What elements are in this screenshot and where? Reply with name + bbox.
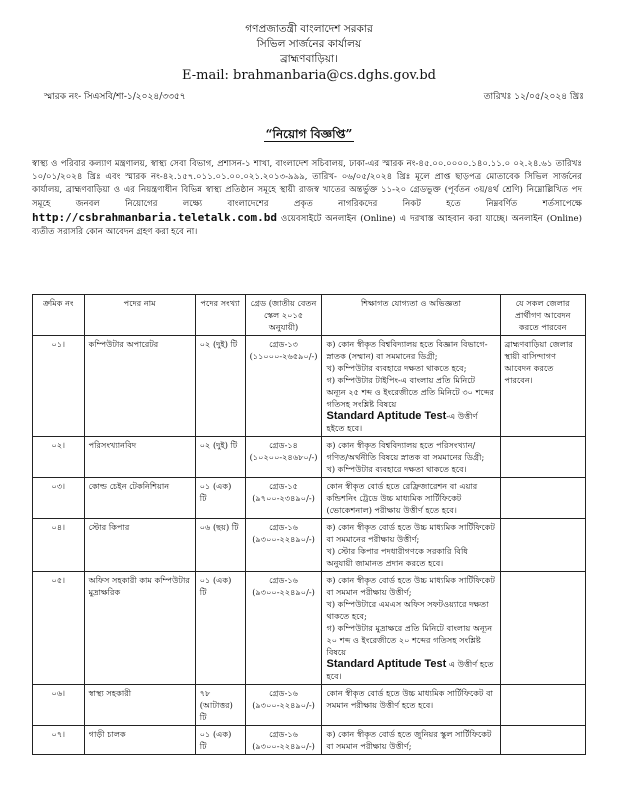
cell-post: স্বাস্থ্য সহকারী bbox=[84, 685, 195, 726]
aptitude-test-name: Standard Aptitude Test bbox=[326, 658, 447, 670]
posts-table bbox=[32, 294, 586, 755]
col-serial: ক্রমিক নং bbox=[33, 295, 85, 336]
table-header-row bbox=[33, 295, 586, 336]
cell-count: ০৬ (ছয়) টি bbox=[195, 519, 245, 572]
col-grade: গ্রেড (জাতীয় বেতন স্কেল ২০১৫ অনুযায়ী) bbox=[245, 295, 322, 336]
aptitude-suffix: এ উত্তীর্ণ হতে হবে। bbox=[326, 659, 494, 681]
col-district: যে সকল জেলার প্রার্থীগণ আবেদন করতে পারবেন bbox=[500, 295, 585, 336]
cell-district: ব্রাহ্মণবাড়িয়া জেলার স্থায়ী বাসিন্দাগণ আবেদন করতে পারবেন। bbox=[500, 336, 585, 437]
cell-count: ০১ (এক) টি bbox=[195, 478, 245, 519]
col-count: পদের সংখ্যা bbox=[195, 295, 245, 336]
cell-serial: ০৭। bbox=[33, 726, 85, 755]
cell-qualification bbox=[322, 519, 500, 572]
office-location: ব্রাহ্মণবাড়িয়া। bbox=[280, 53, 338, 65]
cell-count: ৭৮ (আটাত্তর) টি bbox=[195, 685, 245, 726]
qualification-line: ক) কোন স্বীকৃত বোর্ড হতে উচ্চ মাধ্যমিক সার্টিফিকেট বা সমমান পরীক্ষায় উত্তীর্ণ; bbox=[326, 575, 495, 597]
cell-serial: ০৪। bbox=[33, 519, 85, 572]
cell-serial: ০৬। bbox=[33, 685, 85, 726]
qualification-line: গ) কম্পিউটার টাইপিং-এ বাংলায় প্রতি মিনিটে অন্যূন ২৫ শব্দ ও ইংরেজীতে প্রতি মিনিটে ৩০ শব্দের গতিসহ সংশ্লিষ্ট বিষয়ে bbox=[326, 375, 494, 409]
cell-district bbox=[500, 685, 585, 726]
cell-district bbox=[500, 478, 585, 519]
cell-qualification bbox=[322, 336, 500, 437]
intro-paragraph bbox=[32, 158, 582, 239]
cell-grade: গ্রেড-১৪ (১০২০০-২৪৬৮০/-) bbox=[245, 437, 322, 478]
table-row bbox=[33, 336, 586, 437]
letterhead bbox=[0, 0, 618, 67]
table-row bbox=[33, 726, 586, 755]
cell-district bbox=[500, 519, 585, 572]
office-name: সিভিল সার্জনের কার্যালয় bbox=[256, 38, 362, 50]
memo-number: স্মারক নং- সিএসবি/শা-১/২০২৪/৩৩৫৭ bbox=[44, 92, 186, 102]
aptitude-line bbox=[326, 410, 495, 434]
qualification-line: ক) কোন স্বীকৃত বোর্ড হতে জুনিয়র স্কুল সার্টিফিকেট বা সমমান পরীক্ষায় উত্তীর্ণ; bbox=[326, 729, 492, 751]
notice-title-text: “নিয়োগ বিজ্ঞপ্তি” bbox=[265, 127, 353, 141]
qualification-line: গ) কম্পিউটার মুদ্রাক্ষরে প্রতি মিনিটে বাংলায় অন্যূন ২০ শব্দ ও ইংরেজীতে ২০ শব্দের গতিসহ সংশ্লিষ্ট বিষয়ে bbox=[326, 623, 493, 657]
cell-grade: গ্রেড-১৬ (৯৩০০-২২৪৯০/-) bbox=[245, 726, 322, 755]
cell-district bbox=[500, 572, 585, 685]
table-row bbox=[33, 685, 586, 726]
cell-qualification bbox=[322, 478, 500, 519]
table-row bbox=[33, 478, 586, 519]
cell-count: ০১ (এক) টি bbox=[195, 726, 245, 755]
cell-grade: গ্রেড-১৬ (৯৩০০-২২৪৯০/-) bbox=[245, 572, 322, 685]
qualification-line: খ) স্টোর কিপার পদধারীগণকে সরকারি বিধি অনুযায়ী জামানত প্রদান করতে হবে। bbox=[326, 546, 468, 568]
qualification-line: ক) কোন স্বীকৃত বিশ্ববিদ্যালয় হতে বিজ্ঞান বিভাগে-স্নাতক (সম্মান) বা সমমানের ডিগ্রী; bbox=[326, 339, 488, 361]
table-row bbox=[33, 519, 586, 572]
cell-grade: গ্রেড-১৩ (১১০০০-২৬৫৯০/-) bbox=[245, 336, 322, 437]
aptitude-line bbox=[326, 658, 495, 682]
qualification-line: খ) কম্পিউটার ব্যবহারে দক্ষতা থাকতে হবে; bbox=[326, 363, 467, 373]
cell-serial: ০২। bbox=[33, 437, 85, 478]
application-url-link[interactable]: http://csbrahmanbaria.teletalk.com.bd bbox=[32, 210, 278, 224]
intro-text-2: ওয়েবসাইটে অনলাইন (Online) এ দরখাস্ত আহবান করা যাচ্ছে। অনলাইন (Online) ব্যতীত সরাসরি কোন আবেদন গ্রহণ করা হবে না। bbox=[32, 213, 582, 238]
cell-count: ০১ (এক) টি bbox=[195, 572, 245, 685]
qualification-line: খ) কম্পিউটার ব্যবহারে দক্ষতা থাকতে হবে। bbox=[326, 464, 467, 474]
col-post: পদের নাম bbox=[84, 295, 195, 336]
cell-post: স্টোর কিপার bbox=[84, 519, 195, 572]
cell-serial: ০৫। bbox=[33, 572, 85, 685]
qualification-line: ক) কোন স্বীকৃত বোর্ড হতে উচ্চ মাধ্যমিক সার্টিফিকেট বা সমমানের পরীক্ষায় উত্তীর্ণ; bbox=[326, 522, 495, 544]
cell-serial: ০১। bbox=[33, 336, 85, 437]
office-email: E-mail: brahmanbaria@cs.dghs.gov.bd bbox=[182, 68, 436, 83]
qualification-line: ক) কোন স্বীকৃত বিশ্ববিদ্যালয় হতে পরিসংখ্যান/গণিত/অর্থনীতি বিষয়ে স্নাতক বা সমমানের ডিগ্রী; bbox=[326, 440, 485, 462]
aptitude-test-name: Standard Aptitude Test bbox=[326, 410, 447, 422]
table-row bbox=[33, 437, 586, 478]
col-qualification: শিক্ষাগত যোগ্যতা ও অভিজ্ঞতা bbox=[322, 295, 500, 336]
cell-grade: গ্রেড-১৬ (৯৩০০-২২৪৯০/-) bbox=[245, 685, 322, 726]
cell-grade: গ্রেড-১৬ (৯৩০০-২২৪৯০/-) bbox=[245, 519, 322, 572]
cell-post: গাড়ী চালক bbox=[84, 726, 195, 755]
aptitude-suffix: -এ উত্তীর্ণ হইতে হবে। bbox=[326, 411, 478, 433]
govt-name: গণপ্রজাতন্ত্রী বাংলাদেশ সরকার bbox=[245, 23, 373, 35]
cell-qualification bbox=[322, 685, 500, 726]
qualification-line: কোন স্বীকৃত বোর্ড হতে রেফ্রিজারেশন বা এয়ার কন্ডিশনিং ট্রেডে উচ্চ মাধ্যমিক সার্টিফিকেট (ভোকেশনাল) পরীক্ষায় উত্তীর্ণ হতে হবে। bbox=[326, 481, 478, 515]
qualification-line: কোন স্বীকৃত বোর্ড হতে উচ্চ মাধ্যমিক সার্টিফিকেট বা সমমান পরীক্ষায় উত্তীর্ণ হতে হবে। bbox=[326, 688, 493, 710]
cell-qualification bbox=[322, 437, 500, 478]
cell-post: অফিস সহকারী কাম কম্পিউটার মুদ্রাক্ষরিক bbox=[84, 572, 195, 685]
cell-count: ০২ (দুই) টি bbox=[195, 336, 245, 437]
cell-count: ০২ (দুই) টি bbox=[195, 437, 245, 478]
intro-text-1: স্বাস্থ্য ও পরিবার কল্যাণ মন্ত্রণালয়, স্বাস্থ্য সেবা বিভাগ, প্রশাসন-১ শাখা, বাংলাদেশ সচিবালয়, ঢাকা-এর স্মারক নং-৪৫.০০.০০০০.১৪০.১১.০ ০২.২৪.৬১ তারিখঃ ১০/০১/২০২৪ খ্রিঃ এবং স্মারক নং-৪২.১৫৭.০১১.০১.০০.০২১.২০১৩-৯৯৯, তারিখ- ০৬/০৫/২০২৪ খ্রিঃ মূলে প্রাপ্ত ছাড়পত্র মোতাবেক সিভিল সার্জনের কার্যালয়, ব্রাহ্মণবাড়িয়া ও এর নিয়ন্ত্রণাধীন বিভিন্ন স্বাস্থ্য প্রতিষ্ঠান সমূহে স্থায়ী রাজস্ব খাতের অন্তর্ভুক্ত ১১-২০ গ্রেডভুক্ত (পূর্বতন ৩য়/৪র্থ শ্রেণি) নিম্নোল্লিখিত পদ সমূহে জনবল নিয়োগের লক্ষ্যে বাংলাদেশের প্রকৃত নাগরিকদের নিকট হতে নিম্নবর্ণিত শর্তসাপেক্ষে bbox=[32, 159, 582, 209]
table-row bbox=[33, 572, 586, 685]
cell-qualification bbox=[322, 726, 500, 755]
cell-post: কোল্ড চেইন টেকনিশিয়ান bbox=[84, 478, 195, 519]
notice-title bbox=[0, 126, 618, 146]
cell-post: পরিসংখ্যানবিদ bbox=[84, 437, 195, 478]
cell-post: কম্পিউটার অপারেটর bbox=[84, 336, 195, 437]
cell-serial: ০৩। bbox=[33, 478, 85, 519]
memo-date: তারিখঃ ১২/০৫/২০২৪ খ্রিঃ bbox=[483, 92, 584, 102]
cell-grade: গ্রেড-১৫ (৯৭০০-২৩৪৯০/-) bbox=[245, 478, 322, 519]
cell-qualification bbox=[322, 572, 500, 685]
cell-district bbox=[500, 726, 585, 755]
memo-row bbox=[44, 89, 584, 104]
cell-district bbox=[500, 437, 585, 478]
qualification-line: খ) কম্পিউটারে এমএস অফিস সফটওয়্যারে দক্ষতা থাকতে হবে; bbox=[326, 599, 489, 621]
